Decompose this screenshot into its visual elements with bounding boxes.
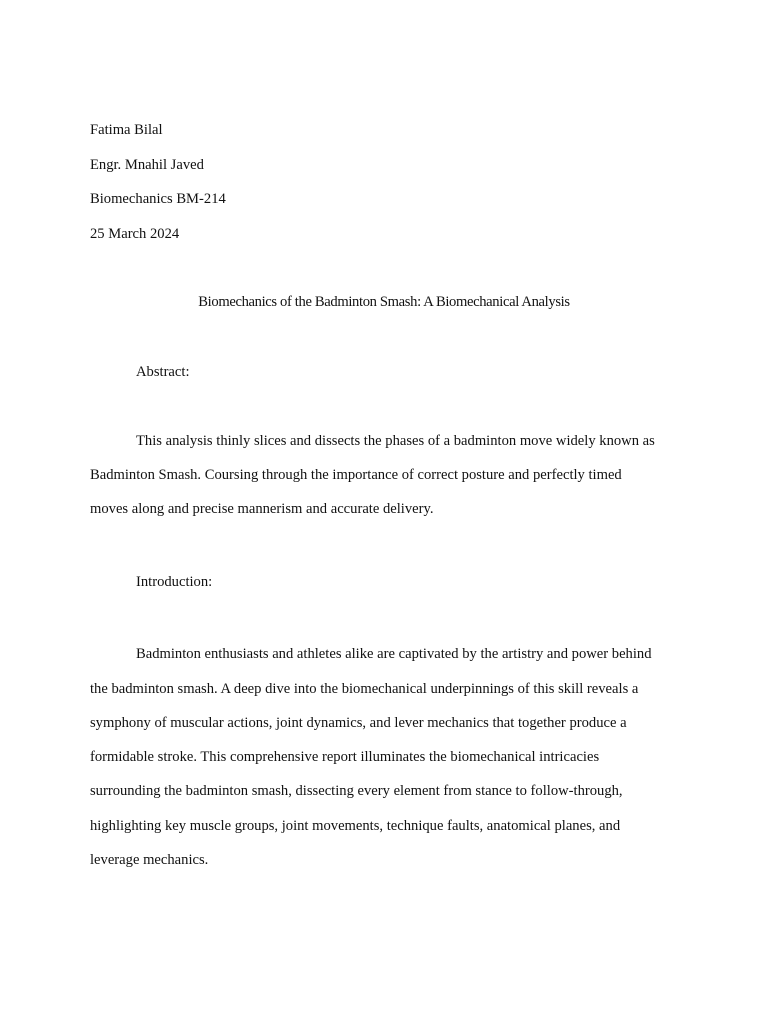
- introduction-heading: Introduction:: [136, 574, 213, 590]
- abstract-heading: Abstract:: [136, 364, 190, 380]
- document-date: 25 March 2024: [90, 226, 180, 242]
- introduction-line: Badminton enthusiasts and athletes alike are captivated by the artistry and power behind: [136, 646, 652, 662]
- instructor-name: Engr. Mnahil Javed: [90, 157, 204, 173]
- introduction-line: surrounding the badminton smash, dissecting every element from stance to follow-through,: [90, 783, 623, 799]
- introduction-line: symphony of muscular actions, joint dynamics, and lever mechanics that together produce a: [90, 715, 627, 731]
- introduction-line: the badminton smash. A deep dive into the biomechanical underpinnings of this skill reveals a: [90, 681, 639, 697]
- abstract-line: Badminton Smash. Coursing through the importance of correct posture and perfectly timed: [90, 467, 622, 483]
- introduction-line: formidable stroke. This comprehensive report illuminates the biomechanical intricacies: [90, 749, 600, 765]
- document-title: Biomechanics of the Badminton Smash: A Biomechanical Analysis: [198, 294, 570, 310]
- course-name: Biomechanics BM-214: [90, 191, 226, 207]
- author-name: Fatima Bilal: [90, 122, 163, 138]
- abstract-line: This analysis thinly slices and dissects the phases of a badminton move widely known as: [136, 433, 655, 449]
- introduction-line: highlighting key muscle groups, joint movements, technique faults, anatomical planes, and: [90, 818, 621, 834]
- abstract-line: moves along and precise mannerism and accurate delivery.: [90, 501, 434, 517]
- introduction-line: leverage mechanics.: [90, 852, 209, 868]
